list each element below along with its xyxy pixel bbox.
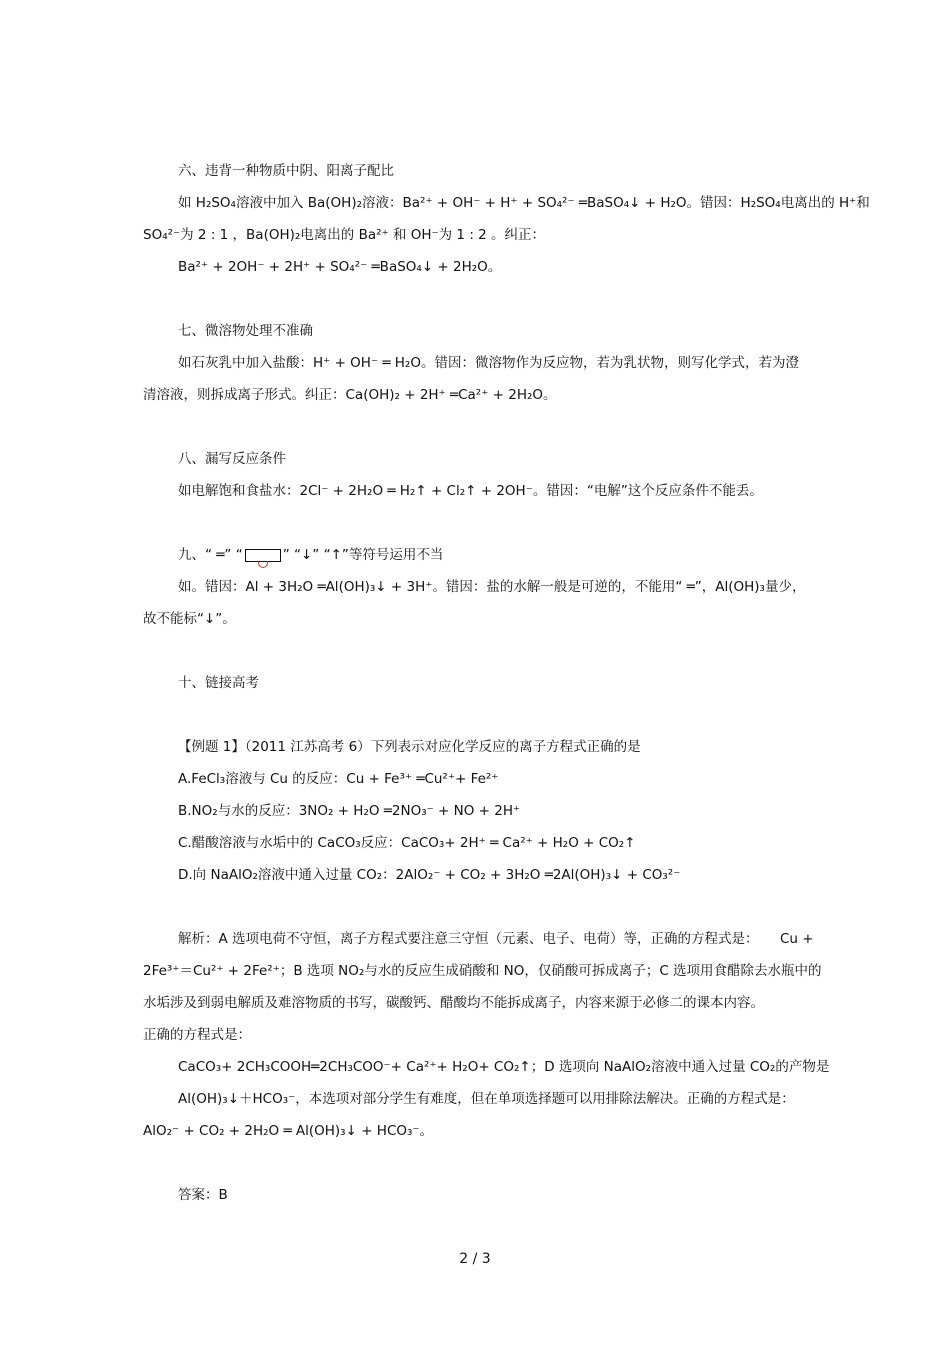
section-6-line-1: 如 H₂SO₄溶液中加入 Ba(OH)₂溶液：Ba²⁺ + OH⁻ + H⁺ + SO₄²⁻ ═BaSO₄↓ + H₂O。错因：H₂SO₄电离出的 H⁺和 (178, 195, 870, 211)
analysis-line-4: 正确的方程式是： (143, 1027, 251, 1043)
answer: 答案：B (178, 1187, 228, 1203)
analysis-line-5: CaCO₃+ 2CH₃COOH═2CH₃COO⁻+ Ca²⁺+ H₂O+ CO₂↑；D 选项向 NaAlO₂溶液中通入过量 CO₂的产物是 (178, 1059, 830, 1075)
section-8-line-1: 如电解饱和食盐水：2Cl⁻ + 2H₂O ═ H₂↑ + Cl₂↑ + 2OH⁻。错因：“电解”这个反应条件不能丢。 (178, 483, 763, 499)
analysis-line-1-right: Cu + (780, 931, 814, 947)
analysis-line-2: 2Fe³⁺＝Cu²⁺ + 2Fe²⁺；B 选项 NO₂与水的反应生成硝酸和 NO，仅硝酸可拆成离子；C 选项用食醋除去水瓶中的 (143, 963, 822, 979)
section-9-title-post: ” “↓” “↑”等符号运用不当 (282, 547, 444, 563)
section-7-line-1: 如石灰乳中加入盐酸：H⁺ + OH⁻ ═ H₂O。错因：微溶物作为反应物，若为乳状物，则写化学式，若为澄 (178, 355, 799, 371)
section-7-title: 七、微溶物处理不准确 (178, 323, 313, 339)
example-title: 【例题 1】（2011 江苏高考 6）下列表示对应化学反应的离子方程式正确的是 (178, 739, 641, 755)
section-9-line-2: 故不能标“↓”。 (143, 611, 236, 627)
section-6-line-3: Ba²⁺ + 2OH⁻ + 2H⁺ + SO₄²⁻ ═BaSO₄↓ + 2H₂O。 (178, 259, 502, 275)
section-9-title (178, 546, 443, 564)
section-9-title-pre: 九、“ ═” “ (178, 547, 243, 563)
analysis-line-1: 解析：A 选项电荷不守恒，离子方程式要注意三守恒（元素、电子、电荷）等，正确的方程式是： (178, 931, 759, 947)
section-7-line-2: 清溶液，则拆成离子形式。纠正：Ca(OH)₂ + 2H⁺ ═Ca²⁺ + 2H₂O。 (143, 387, 557, 403)
analysis-line-6: Al(OH)₃↓＋HCO₃⁻，本选项对部分学生有难度，但在单项选择题可以用排除法解决。正确的方程式是： (178, 1091, 795, 1107)
section-6-title: 六、违背一种物质中阴、阳离子配比 (178, 163, 394, 179)
section-6-line-2: SO₄²⁻为 2 : 1 ，Ba(OH)₂电离出的 Ba²⁺ 和 OH⁻为 1 : 2 。纠正： (143, 227, 546, 243)
section-9-line-1: 如。错因：Al + 3H₂O ═Al(OH)₃↓ + 3H⁺。错因：盐的水解一般是可逆的，不能用“ ═”，Al(OH)₃量少， (178, 579, 806, 595)
section-8-title: 八、漏写反应条件 (178, 451, 286, 467)
reversible-symbol-icon (245, 549, 281, 562)
section-10-title: 十、链接高考 (178, 675, 259, 691)
page-number: 2 / 3 (459, 1251, 491, 1267)
analysis-line-3: 水垢涉及到弱电解质及难溶物质的书写，碳酸钙、醋酸均不能拆成离子，内容来源于必修二的课本内容。 (143, 995, 764, 1011)
option-c: C.醋酸溶液与水垢中的 CaCO₃反应：CaCO₃+ 2H⁺ ═ Ca²⁺ + H₂O + CO₂↑ (178, 835, 636, 851)
option-a: A.FeCl₃溶液与 Cu 的反应：Cu + Fe³⁺ ═Cu²⁺+ Fe²⁺ (178, 771, 499, 787)
option-b: B.NO₂与水的反应：3NO₂ + H₂O ═2NO₃⁻ + NO + 2H⁺ (178, 803, 521, 819)
option-d: D.向 NaAlO₂溶液中通入过量 CO₂：2AlO₂⁻ + CO₂ + 3H₂O ═2Al(OH)₃↓ + CO₃²⁻ (178, 867, 681, 883)
analysis-line-7: AlO₂⁻ + CO₂ + 2H₂O ═ Al(OH)₃↓ + HCO₃⁻。 (143, 1123, 434, 1139)
